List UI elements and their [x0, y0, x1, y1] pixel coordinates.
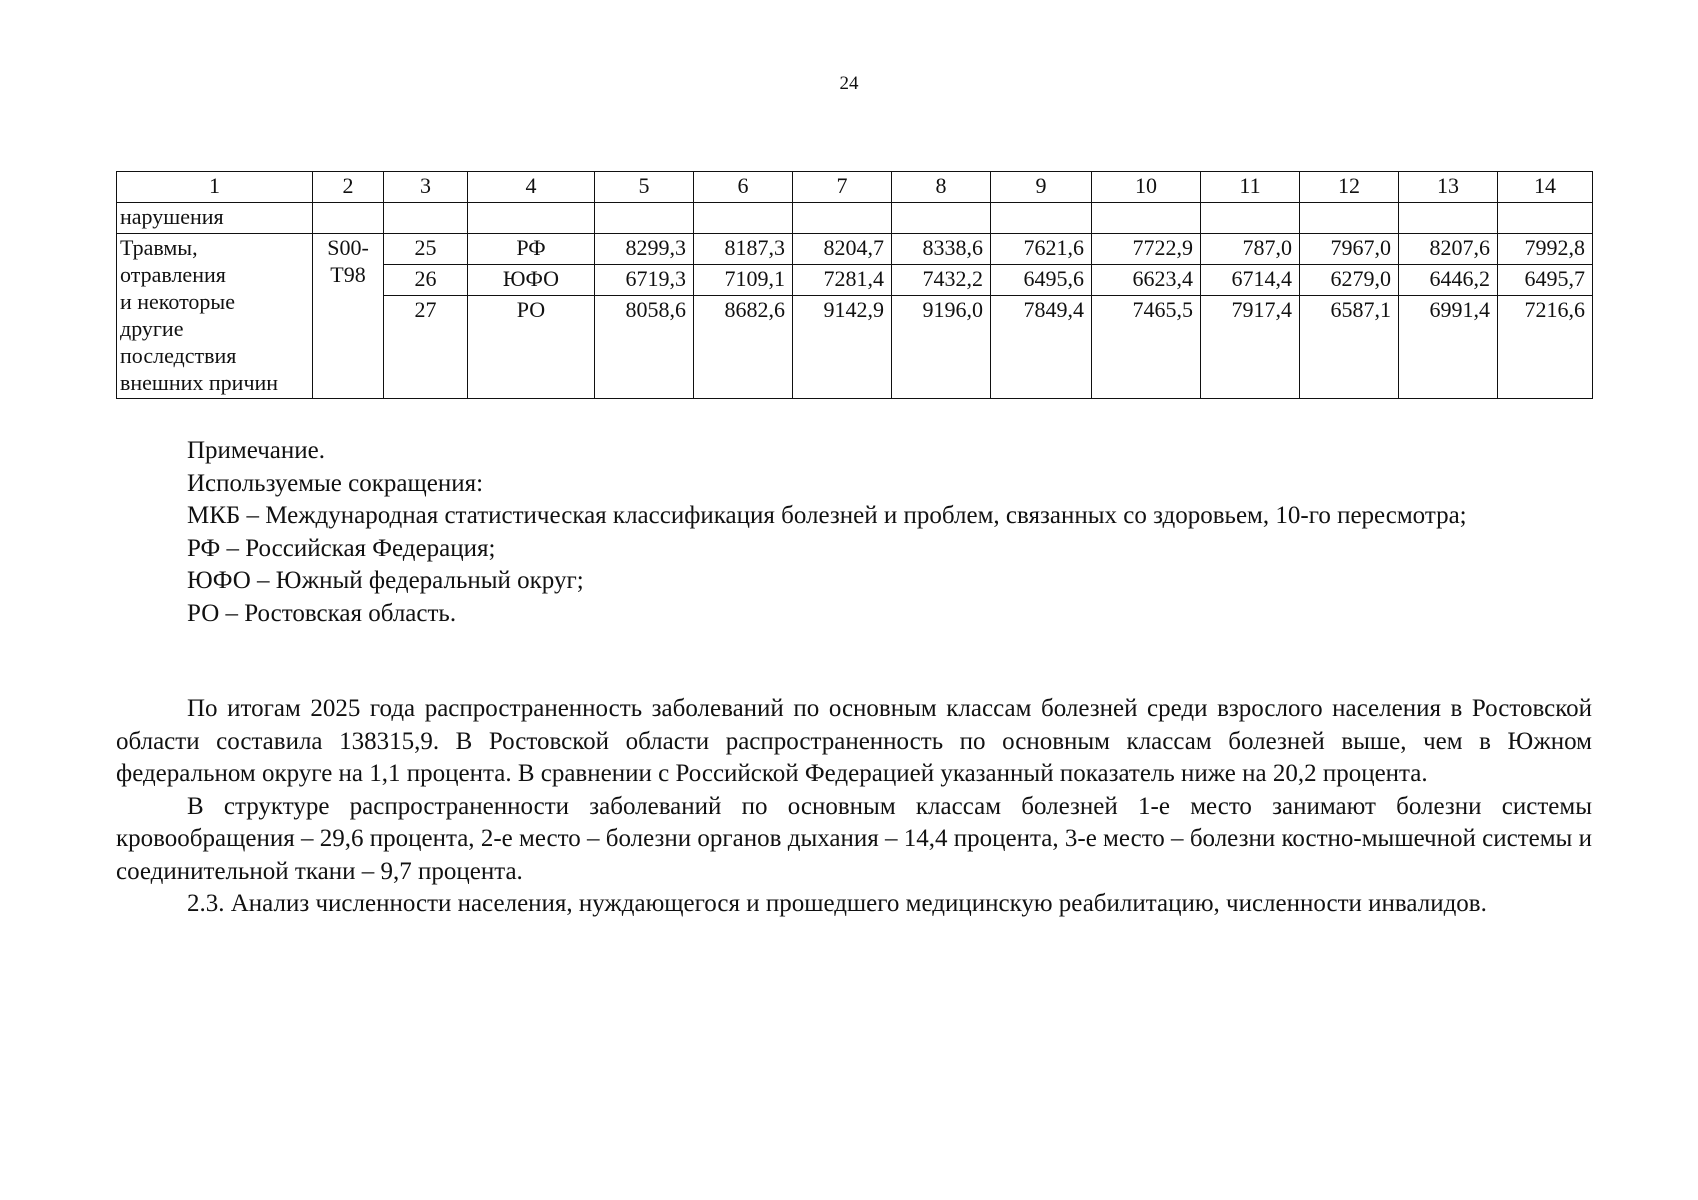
note-title: Примечание.	[187, 437, 326, 464]
value-cell: 7465,5	[1092, 296, 1201, 399]
value-cell: 8682,6	[694, 296, 793, 399]
abbreviation-item: РФ – Российская Федерация;	[187, 534, 496, 562]
region-label: РФ	[468, 234, 595, 265]
column-number-header: 12	[1300, 172, 1399, 203]
value-cell: 7432,2	[892, 265, 991, 296]
value-cell: 6446,2	[1399, 265, 1498, 296]
value-cell: 7216,6	[1498, 296, 1593, 399]
value-cell: 8187,3	[694, 234, 793, 265]
column-number-header: 4	[468, 172, 595, 203]
table-row	[117, 234, 1593, 265]
value-cell: 6623,4	[1092, 265, 1201, 296]
category-line: Травмы,	[120, 235, 198, 260]
value-cell: 7722,9	[1092, 234, 1201, 265]
category-line: последствия	[120, 343, 237, 368]
icd-code-cell	[313, 234, 384, 399]
value-cell: 7621,6	[991, 234, 1092, 265]
body-text	[116, 693, 1592, 921]
value-cell: 7849,4	[991, 296, 1092, 399]
paragraph: По итогам 2025 года распространенность заболеваний по основным классам болезней среди взрослого населения в Ростовской области составила 138315,9. В Ростовской области распространенность по основным классам болезней выше, чем в Южном федеральном округе на 1,1 процента. В сравнении с Российской Федерацией указанный показатель ниже на 20,2 процента.	[116, 695, 1592, 787]
value-cell: 6991,4	[1399, 296, 1498, 399]
category-line: внешних причин	[120, 370, 279, 395]
column-number-header: 2	[313, 172, 384, 203]
column-number-header: 6	[694, 172, 793, 203]
disease-category-cell	[117, 234, 313, 399]
value-cell: 7992,8	[1498, 234, 1593, 265]
row-number: 25	[384, 234, 468, 265]
page-number: 24	[839, 73, 859, 94]
column-number-header: 10	[1092, 172, 1201, 203]
table-header-row	[117, 172, 1593, 203]
paragraph: В структуре распространенности заболеваний по основным классам болезней 1-е место занимают болезни системы кровообращения – 29,6 процента, 2-е место – болезни органов дыхания – 14,4 процента, 3-е место – болезни костно-мышечной системы и соединительной ткани – 9,7 процента.	[116, 792, 1592, 885]
column-number-header: 13	[1399, 172, 1498, 203]
code-line: S00-	[327, 235, 369, 260]
value-cell: 6495,6	[991, 265, 1092, 296]
value-cell: 9196,0	[892, 296, 991, 399]
row-number: 26	[384, 265, 468, 296]
value-cell: 6495,7	[1498, 265, 1593, 296]
column-number-header: 9	[991, 172, 1092, 203]
value-cell: 8204,7	[793, 234, 892, 265]
value-cell: 787,0	[1201, 234, 1300, 265]
value-cell: 9142,9	[793, 296, 892, 399]
value-cell: 8058,6	[595, 296, 694, 399]
value-cell: 8338,6	[892, 234, 991, 265]
category-line: другие	[120, 316, 184, 341]
disease-prevalence-table	[116, 171, 1593, 399]
column-number-header: 1	[117, 172, 313, 203]
value-cell: 7109,1	[694, 265, 793, 296]
column-number-header: 5	[595, 172, 694, 203]
category-line: отравления	[120, 262, 226, 287]
value-cell: 6714,4	[1201, 265, 1300, 296]
region-label: ЮФО	[468, 265, 595, 296]
column-number-header: 8	[892, 172, 991, 203]
column-number-header: 11	[1201, 172, 1300, 203]
column-number-header: 3	[384, 172, 468, 203]
value-cell: 6279,0	[1300, 265, 1399, 296]
continuation-label: нарушения	[117, 203, 313, 234]
value-cell: 6719,3	[595, 265, 694, 296]
category-line: и некоторые	[120, 289, 235, 314]
column-number-header: 7	[793, 172, 892, 203]
column-number-header: 14	[1498, 172, 1593, 203]
value-cell: 8299,3	[595, 234, 694, 265]
value-cell: 6587,1	[1300, 296, 1399, 399]
table-continuation-row	[117, 203, 1593, 234]
region-label: РО	[468, 296, 595, 399]
value-cell: 7967,0	[1300, 234, 1399, 265]
row-number: 27	[384, 296, 468, 399]
abbreviations-note	[116, 435, 1592, 630]
note-subtitle: Используемые сокращения:	[187, 469, 484, 497]
abbreviation-item: ЮФО – Южный федеральный округ;	[187, 567, 584, 594]
abbreviation-item: МКБ – Международная статистическая классификация болезней и проблем, связанных со здоровьем, 10-го пересмотра;	[187, 502, 1467, 529]
abbreviation-item: РО – Ростовская область.	[187, 599, 457, 627]
section-heading-paragraph: 2.3. Анализ численности населения, нуждающегося и прошедшего медицинскую реабилитацию, численности инвалидов.	[187, 890, 1487, 917]
value-cell: 8207,6	[1399, 234, 1498, 265]
value-cell: 7281,4	[793, 265, 892, 296]
value-cell: 7917,4	[1201, 296, 1300, 399]
code-line: T98	[330, 262, 366, 287]
